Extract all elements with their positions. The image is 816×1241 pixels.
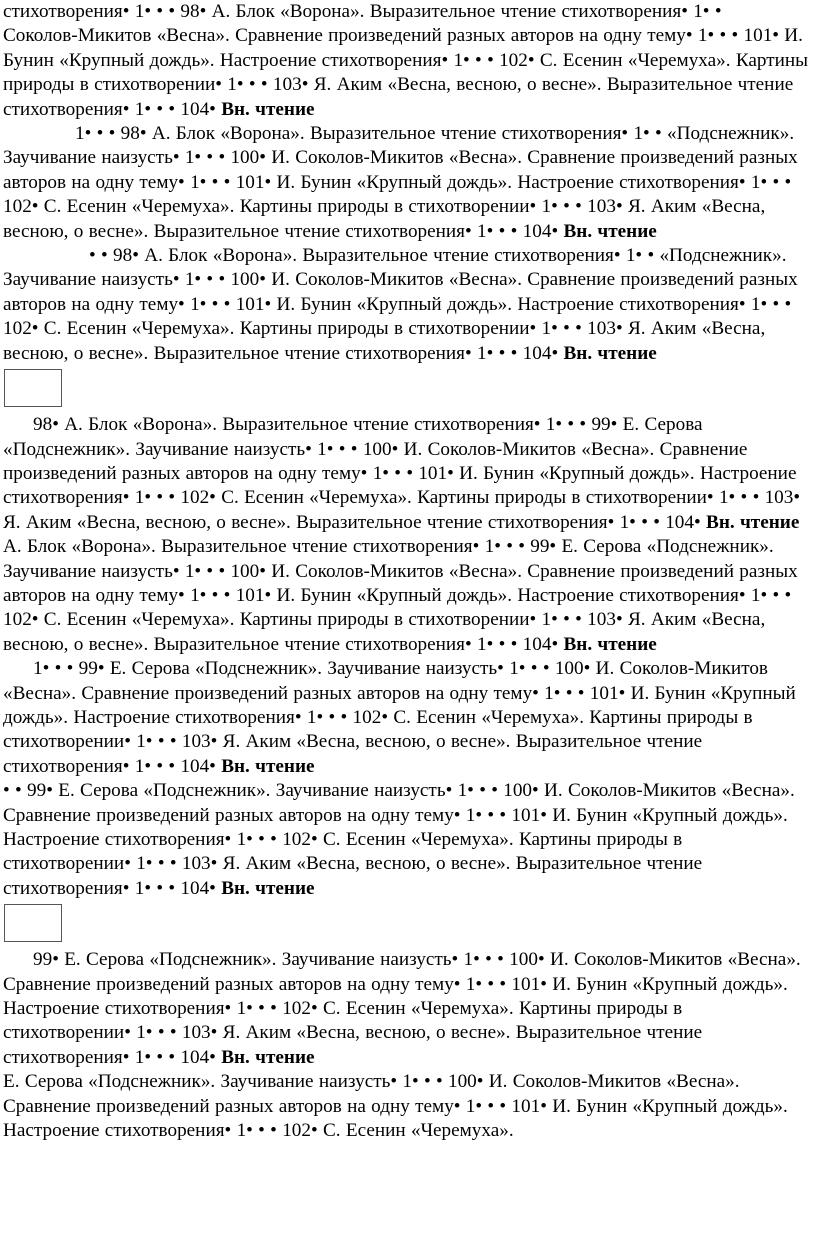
paragraph-text: • • 99• Е. Серова «Подснежник». Заучивание наизусть• 1• • • 100• И. Соколов-Микитов «Весна». Сравнение произведений разных авторов на одну тему• 1• • • 101• И. Бунин «Крупный дождь». Настроение стихотворения• 1• • • 102• С. Есенин «Черемуха». Картины природы в стихотворении• 1• • • 103• Я. Аким «Весна, весною, о весне». Выразительное чтение стихотворения• 1• • • 104•	[3, 780, 795, 899]
paragraph-bold-label: Вн. чтение	[221, 755, 315, 777]
paragraph-text: Е. Серова «Подснежник». Заучивание наизусть• 1• • • 100• И. Соколов-Микитов «Весна». Сравнение произведений разных авторов на одну тему• 1• • • 101• И. Бунин «Крупный дождь». Настроение стихотворения• 1• • • 102• С. Есенин «Черемуха».	[3, 1071, 788, 1142]
document-page	[3, 0, 813, 1143]
text-paragraph	[3, 948, 813, 1070]
text-paragraph	[3, 244, 813, 366]
paragraph-bold-label: Вн. чтение	[221, 1046, 315, 1068]
text-paragraph	[3, 535, 813, 657]
paragraph-text: 99• Е. Серова «Подснежник». Заучивание наизусть• 1• • • 100• И. Соколов-Микитов «Весна». Сравнение произведений разных авторов на одну тему• 1• • • 101• И. Бунин «Крупный дождь». Настроение стихотворения• 1• • • 102• С. Есенин «Черемуха». Картины природы в стихотворении• 1• • • 103• Я. Аким «Весна, весною, о весне». Выразительное чтение стихотворения• 1• • • 104•	[3, 949, 801, 1068]
text-paragraph	[3, 413, 813, 535]
paragraph-text: 1• • • 98• А. Блок «Ворона». Выразительное чтение стихотворения• 1• • «Подснежник». Заучивание наизусть• 1• • • 100• И. Соколов-Микитов «Весна». Сравнение произведений разных авторов на одну тему• 1• • • 101• И. Бунин «Крупный дождь». Настроение стихотворения• 1• • • 102• С. Есенин «Черемуха». Картины природы в стихотворении• 1• • • 103• Я. Аким «Весна, весною, о весне». Выразительное чтение стихотворения• 1• • • 104•	[3, 123, 798, 242]
text-paragraph	[3, 122, 813, 244]
paragraph-bold-label: Вн. чтение	[706, 511, 800, 533]
text-paragraph	[3, 657, 813, 779]
paragraph-text: А. Блок «Ворона». Выразительное чтение стихотворения• 1• • • 99• Е. Серова «Подснежник». Заучивание наизусть• 1• • • 100• И. Соколов-Микитов «Весна». Сравнение произведений разных авторов на одну тему• 1• • • 101• И. Бунин «Крупный дождь». Настроение стихотворения• 1• • • 102• С. Есенин «Черемуха». Картины природы в стихотворении• 1• • • 103• Я. Аким «Весна, весною, о весне». Выразительное чтение стихотворения• 1• • • 104•	[3, 536, 798, 655]
paragraph-text: Соколов-Микитов «Весна». Сравнение произведений разных авторов на одну тему• 1• • • 101• И. Бунин «Крупный дождь». Настроение стихотворения• 1• • • 102• С. Есенин «Черемуха». Картины природы в стихотворении• 1• • • 103• Я. Аким «Весна, весною, о весне». Выразительное чтение стихотворения• 1• • • 104•	[3, 25, 809, 120]
empty-box	[4, 904, 62, 942]
text-paragraph	[3, 24, 813, 122]
paragraph-bold-label: Вн. чтение	[563, 633, 657, 655]
empty-box	[4, 369, 62, 407]
text-paragraph	[3, 0, 813, 24]
paragraph-bold-label: Вн. чтение	[221, 98, 315, 120]
text-paragraph	[3, 1070, 813, 1143]
paragraph-bold-label: Вн. чтение	[563, 342, 657, 364]
paragraph-text: стихотворения• 1• • • 98• А. Блок «Ворона». Выразительное чтение стихотворения• 1• •	[3, 1, 722, 22]
paragraph-text: 98• А. Блок «Ворона». Выразительное чтение стихотворения• 1• • • 99• Е. Серова «Подснежник». Заучивание наизусть• 1• • • 100• И. Соколов-Микитов «Весна». Сравнение произведений разных авторов на одну тему• 1• • • 101• И. Бунин «Крупный дождь». Настроение стихотворения• 1• • • 102• С. Есенин «Черемуха». Картины природы в стихотворении• 1• • • 103• Я. Аким «Весна, весною, о весне». Выразительное чтение стихотворения• 1• • • 104•	[3, 414, 801, 533]
paragraph-text: • • 98• А. Блок «Ворона». Выразительное чтение стихотворения• 1• • «Подснежник». Заучивание наизусть• 1• • • 100• И. Соколов-Микитов «Весна». Сравнение произведений разных авторов на одну тему• 1• • • 101• И. Бунин «Крупный дождь». Настроение стихотворения• 1• • • 102• С. Есенин «Черемуха». Картины природы в стихотворении• 1• • • 103• Я. Аким «Весна, весною, о весне». Выразительное чтение стихотворения• 1• • • 104•	[3, 245, 798, 364]
paragraph-text: 1• • • 99• Е. Серова «Подснежник». Заучивание наизусть• 1• • • 100• И. Соколов-Микитов «Весна». Сравнение произведений разных авторов на одну тему• 1• • • 101• И. Бунин «Крупный дождь». Настроение стихотворения• 1• • • 102• С. Есенин «Черемуха». Картины природы в стихотворении• 1• • • 103• Я. Аким «Весна, весною, о весне». Выразительное чтение стихотворения• 1• • • 104•	[3, 658, 796, 777]
paragraph-bold-label: Вн. чтение	[221, 877, 315, 899]
text-paragraph	[3, 779, 813, 901]
paragraph-bold-label: Вн. чтение	[563, 220, 657, 242]
